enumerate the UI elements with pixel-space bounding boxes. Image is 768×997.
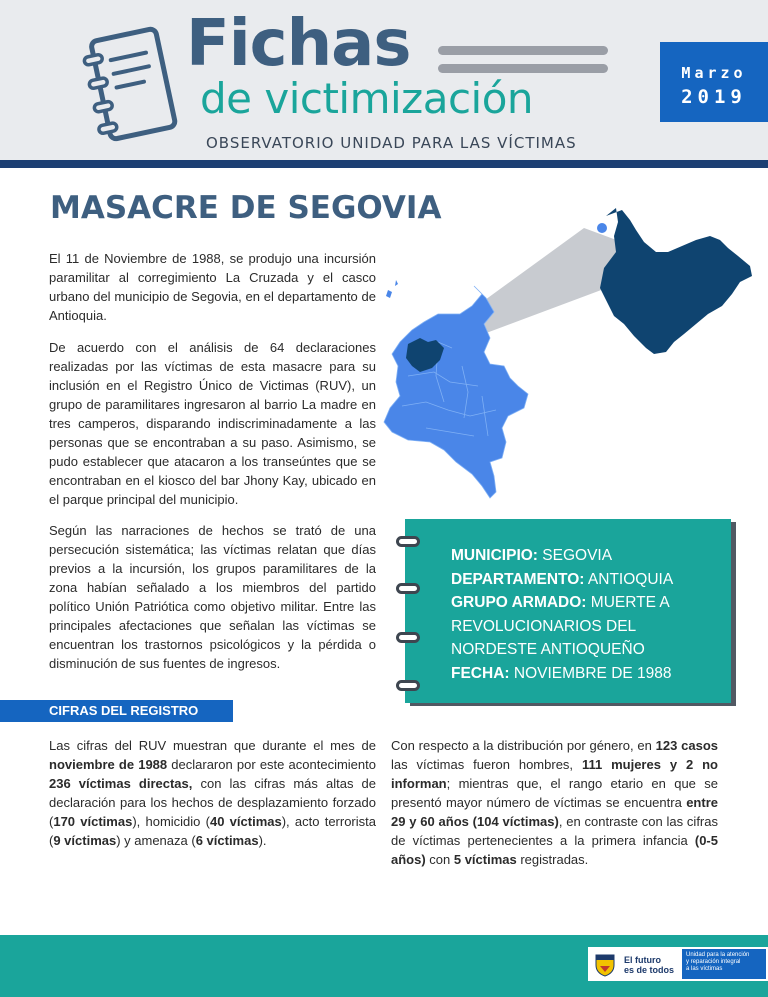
notebook-icon — [78, 24, 188, 142]
date-year: 2019 — [681, 86, 747, 108]
fact-card — [405, 519, 731, 703]
unidad-logo: Unidad para la atención y reparación integral a las víctimas — [682, 949, 766, 979]
header-title: Fichas — [186, 7, 411, 81]
cifras-left-paragraph: Las cifras del RUV muestran que durante el mes de noviembre de 1988 declararon por este acontecimiento 236 víctimas directas, con las cifras más altas de declaración para los hechos de desplazamiento forzado (170 víctimas), homicidio (40 víctimas), acto terrorista (9 víctimas) y amenaza (6 víctimas). — [49, 738, 376, 848]
header-rule — [0, 160, 768, 168]
colombia-map — [378, 196, 768, 506]
departamento-value: ANTIOQUIA — [587, 570, 674, 588]
section-header-cifras: CIFRAS DEL REGISTRO — [0, 700, 233, 722]
antioquia-large — [600, 208, 752, 354]
binder-ring — [396, 536, 420, 547]
analysis-paragraph: De acuerdo con el análisis de 64 declaraciones realizadas por las víctimas de esta masacre para su inclusión en el Registro Único de Victimas (RUV), un grupo de paramilitares ingresaron al barrio La madre en tres camperos, disparando indiscriminadamente a las personas que se encontraban a su paso. Asimismo, se pudo establecer que atacaron a los transeúntes que se encontraban en el kiosco del bar Jhony Kay, ubicado en el parque principal del municipio. — [49, 340, 376, 507]
binder-ring — [396, 680, 420, 691]
date-badge — [660, 42, 768, 122]
municipio-label: MUNICIPIO: — [451, 547, 538, 564]
cifras-right-paragraph: Con respecto a la distribución por género, en 123 casos las víctimas fueron hombres, 111 mujeres y 2 no informan; mientras que, el rango etario en que se presentó mayor número de víctimas se encuentra entre 29 y 60 años (104 víctimas), en contraste con las cifras de víctimas pertenecientes a la primera infancia (0-5 años) con 5 víctimas registradas. — [391, 738, 719, 867]
header-organization: OBSERVATORIO UNIDAD PARA LAS VÍCTIMAS — [206, 134, 577, 152]
header-subtitle: de victimización — [200, 74, 534, 123]
binder-ring — [396, 632, 420, 643]
municipio-value: SEGOVIA — [542, 547, 613, 564]
grupo-armado-label: GRUPO ARMADO: — [451, 594, 587, 611]
grupo-armado-value: MUERTE A REVOLUCIONARIOS DEL NORDESTE ANTIOQUEÑO — [451, 594, 669, 658]
coat-of-arms-icon — [594, 951, 616, 977]
fecha-label: FECHA: — [451, 664, 510, 682]
page-title: MASACRE DE SEGOVIA — [50, 190, 442, 226]
intro-paragraph: El 11 de Noviembre de 1988, se produjo una incursión paramilitar al corregimiento La Cruzada y el casco urbano del municipio de Segovia, en el departamento de Antioquia. — [49, 251, 376, 323]
binder-ring — [396, 583, 420, 594]
slogan: El futuro es de todos — [624, 955, 675, 975]
departamento-label: DEPARTAMENTO: — [451, 570, 585, 588]
date-month: Marzo — [681, 64, 747, 82]
fecha-value: NOVIEMBRE DE 1988 — [513, 664, 672, 682]
narrative-paragraph: Según las narraciones de hechos se trató de una persecución sistemática; las víctimas relatan que días previos a la incursión, los grupos paramilitares de la zona habían señalado a los miembros del partido político Unión Patriótica como objetivo militar. Entre las principales afectaciones que señalan las víctimas se encuentran los trastornos psicológicos y la pérdida o disminución de sus fuentes de ingresos. — [49, 523, 376, 671]
